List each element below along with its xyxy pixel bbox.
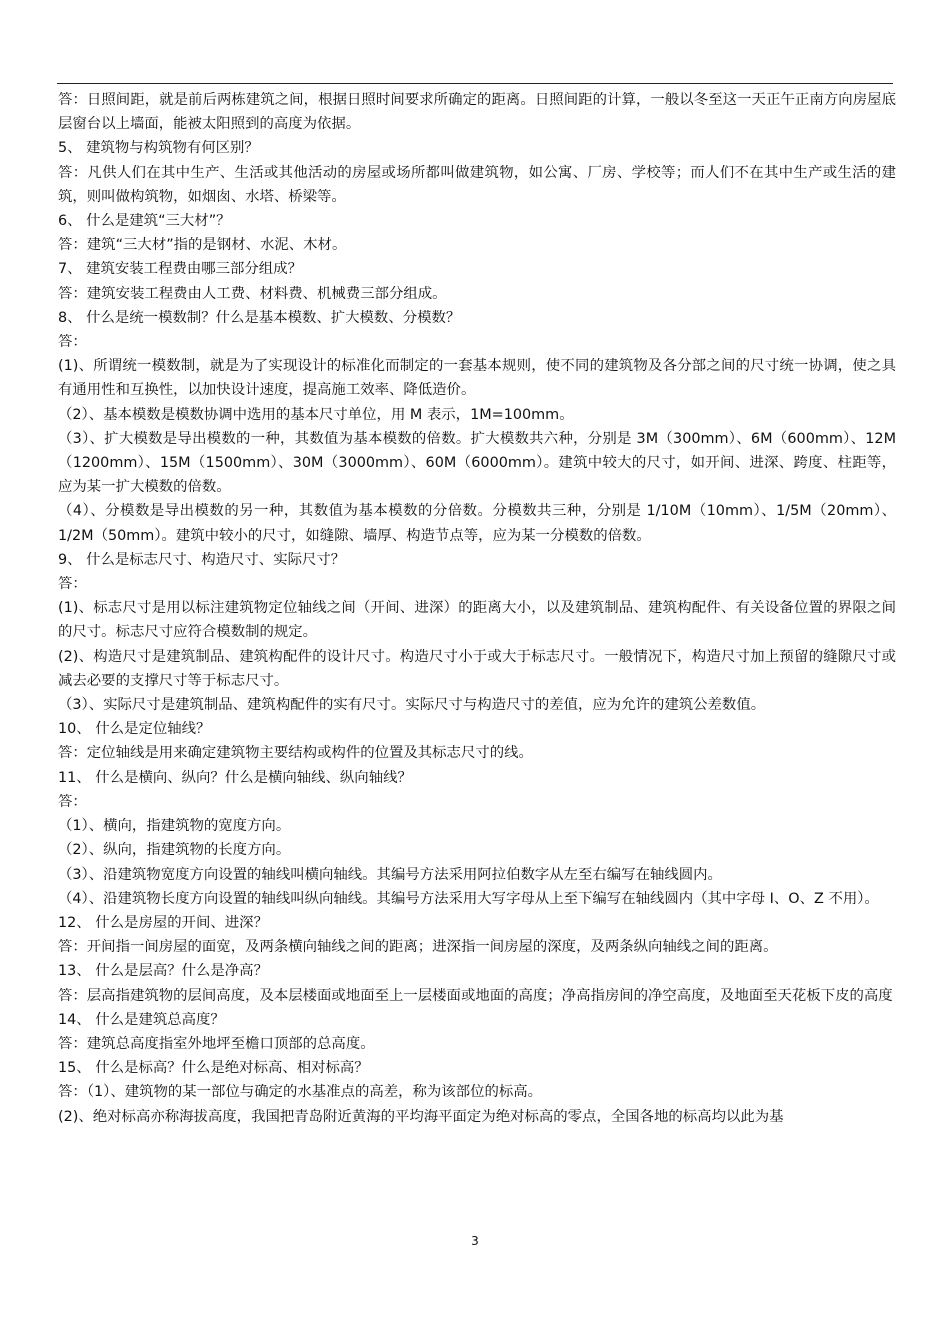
question-heading: 8、 什么是统一模数制？什么是基本模数、扩大模数、分模数？ (58, 309, 461, 326)
header-rule (57, 83, 893, 84)
paragraph: （4）、分模数是导出模数的另一种，其数值为基本模数的分倍数。分模数共三种，分别是 1/10M（10mm）、1/5M（20mm）、1/2M（50mm）。建筑中较小的尺寸，如缝隙、墙厚、构造节点等，应为某一分模数的倍数。 (58, 503, 896, 544)
question-heading: 10、 什么是定位轴线？ (58, 721, 211, 738)
paragraph: 答：建筑安装工程费由人工费、材料费、机械费三部分组成。 (58, 285, 447, 302)
body-text (58, 88, 896, 1129)
paragraph: 答：（1）、建筑物的某一部位与确定的水基准点的高差，称为该部位的标高。 (58, 1084, 543, 1101)
paragraph: 答：日照间距，就是前后两栋建筑之间，根据日照时间要求所确定的距离。日照间距的计算，一般以冬至这一天正午正南方向房屋底层窗台以上墙面，能被太阳照到的高度为依据。 (58, 92, 896, 133)
paragraph: （2）、基本模数是模数协调中选用的基本尺寸单位，用 M 表示，1M=100mm。 (58, 406, 574, 423)
question-heading: 13、 什么是层高？什么是净高？ (58, 963, 268, 980)
paragraph: （3）、扩大模数是导出模数的一种，其数值为基本模数的倍数。扩大模数共六种，分别是 3M（300mm）、6M（600mm）、12M（1200mm）、15M（1500mm）、30M（3000mm）、60M（6000mm）。建筑中较大的尺寸，如开间、进深、跨度、柱距等，应为某一扩大模数的倍数。 (58, 430, 896, 496)
question-heading: 15、 什么是标高？什么是绝对标高、相对标高？ (58, 1060, 369, 1077)
paragraph: 答：建筑“三大材”指的是钢材、水泥、木材。 (58, 237, 347, 254)
question-heading: 7、 建筑安装工程费由哪三部分组成？ (58, 261, 302, 278)
paragraph: (1)、所谓统一模数制，就是为了实现设计的标准化而制定的一套基本规则，使不同的建筑物及各分部之间的尺寸统一协调，使之具有通用性和互换性，以加快设计速度，提高施工效率、降低造价。 (58, 358, 896, 399)
paragraph: （3）、实际尺寸是建筑制品、建筑构配件的实有尺寸。实际尺寸与构造尺寸的差值，应为允许的建筑公差数值。 (58, 697, 766, 714)
paragraph: 答： (58, 793, 87, 810)
paragraph: （3）、沿建筑物宽度方向设置的轴线叫横向轴线。其编号方法采用阿拉伯数字从左至右编写在轴线圆内。 (58, 866, 722, 883)
paragraph: 答：开间指一间房屋的面宽，及两条横向轴线之间的距离；进深指一间房屋的深度，及两条纵向轴线之间的距离。 (58, 939, 778, 956)
paragraph: （4）、沿建筑物长度方向设置的轴线叫纵向轴线。其编号方法采用大写字母从上至下编写在轴线圆内（其中字母 I、O、Z 不用）。 (58, 890, 879, 907)
paragraph: （1）、横向，指建筑物的宽度方向。 (58, 818, 291, 835)
paragraph: 答：层高指建筑物的层间高度，及本层楼面或地面至上一层楼面或地面的高度；净高指房间的净空高度，及地面至天花板下皮的高度 (58, 987, 893, 1004)
question-heading: 14、 什么是建筑总高度？ (58, 1011, 225, 1028)
question-heading: 9、 什么是标志尺寸、构造尺寸、实际尺寸？ (58, 551, 346, 568)
paragraph: 答：定位轴线是用来确定建筑物主要结构或构件的位置及其标志尺寸的线。 (58, 745, 533, 762)
paragraph: 答： (58, 334, 87, 351)
question-heading: 11、 什么是横向、纵向？什么是横向轴线、纵向轴线？ (58, 769, 412, 786)
question-heading: 5、 建筑物与构筑物有何区别？ (58, 140, 259, 157)
question-heading: 6、 什么是建筑“三大材”？ (58, 213, 231, 230)
paragraph: 答： (58, 576, 87, 593)
paragraph: （2）、纵向，指建筑物的长度方向。 (58, 842, 291, 859)
paragraph: (1)、标志尺寸是用以标注建筑物定位轴线之间（开间、进深）的距离大小，以及建筑制品、建筑构配件、有关设备位置的界限之间的尺寸。标志尺寸应符合模数制的规定。 (58, 600, 896, 641)
paragraph: (2)、绝对标高亦称海拔高度，我国把青岛附近黄海的平均海平面定为绝对标高的零点，全国各地的标高均以此为基 (58, 1108, 784, 1125)
paragraph: 答：凡供人们在其中生产、生活或其他活动的房屋或场所都叫做建筑物，如公寓、厂房、学校等；而人们不在其中生产或生活的建筑，则叫做构筑物，如烟囱、水塔、桥梁等。 (58, 164, 896, 205)
paragraph: 答：建筑总高度指室外地坪至檐口顶部的总高度。 (58, 1035, 375, 1052)
paragraph: (2)、构造尺寸是建筑制品、建筑构配件的设计尺寸。构造尺寸小于或大于标志尺寸。一般情况下，构造尺寸加上预留的缝隙尺寸或减去必要的支撑尺寸等于标志尺寸。 (58, 648, 896, 689)
page-number: 3 (471, 1234, 479, 1248)
question-heading: 12、 什么是房屋的开间、进深？ (58, 914, 268, 931)
